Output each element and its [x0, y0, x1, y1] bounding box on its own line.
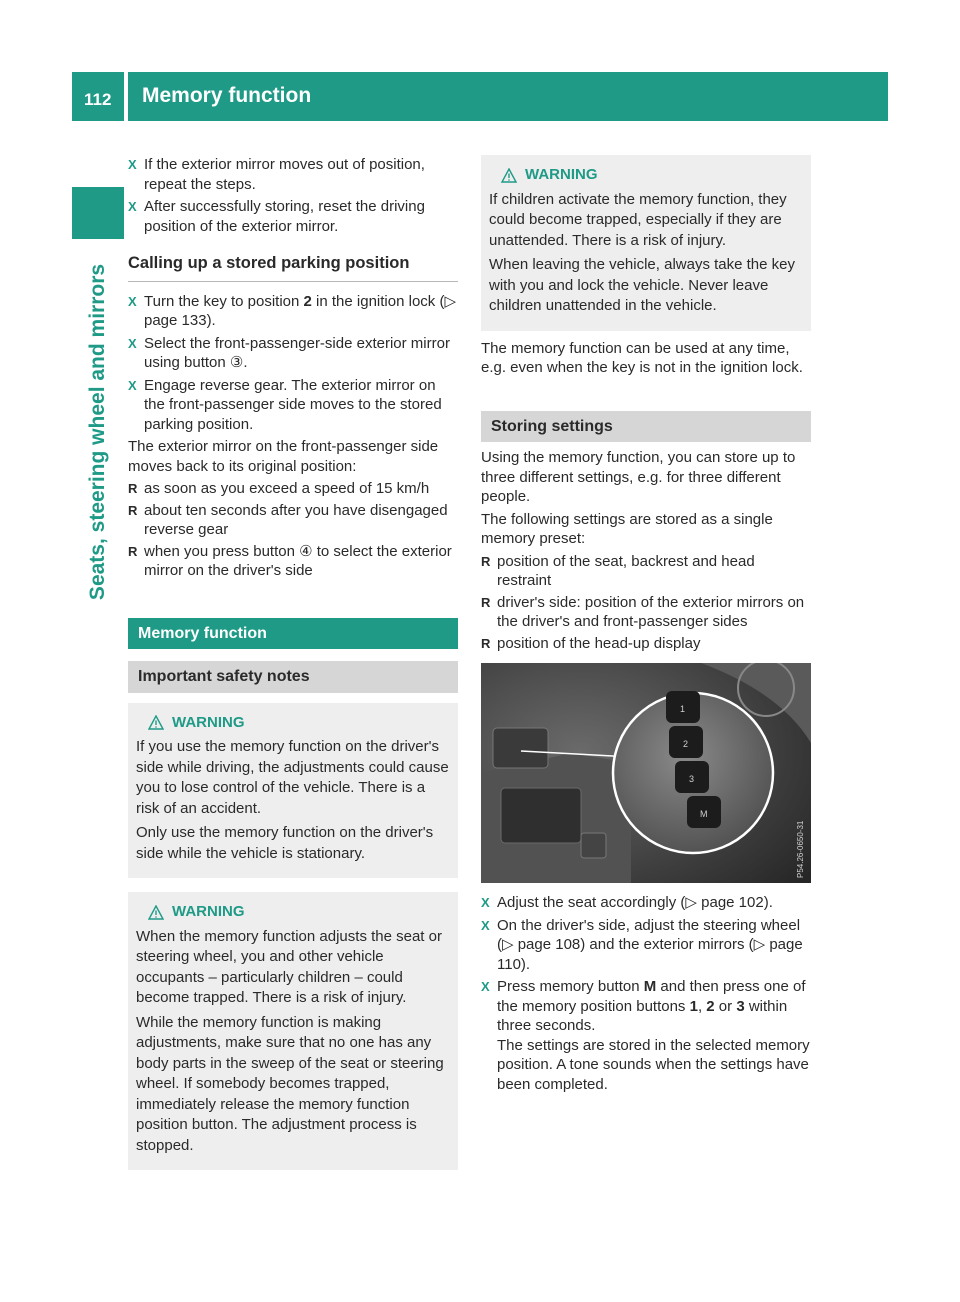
bullet-item: R as soon as you exceed a speed of 15 km/h	[128, 479, 458, 499]
page-number-box	[72, 72, 124, 121]
chapter-title: Seats, steering wheel and mirrors	[86, 263, 109, 601]
warning-title: WARNING	[148, 902, 450, 923]
step-item: X Adjust the seat accordingly (▷ page 102).	[481, 893, 811, 913]
calling-heading: Calling up a stored parking position	[128, 246, 458, 282]
subsection-heading: Important safety notes	[128, 661, 458, 693]
memory-button-2-label: 2	[683, 739, 689, 749]
step-item: X Select the front-passenger-side exterior mirror using button ③.	[128, 334, 458, 373]
warning-box	[128, 892, 458, 1170]
warning-title: WARNING	[501, 165, 803, 186]
step-text: Turn the key to position	[144, 292, 304, 310]
step-item: X After successfully storing, reset the driving position of the exterior mirror.	[128, 197, 458, 236]
memory-button-1-label: 1	[680, 704, 686, 714]
warning-text: If children activate the memory function, they could become trapped, especially if they are unattended. There is a risk of injury.	[489, 190, 787, 249]
memory-buttons-photo	[481, 663, 811, 883]
return-intro: The exterior mirror on the front-passenger side moves back to its original position:	[128, 438, 439, 475]
image-code: P54.26-0650-31	[796, 820, 805, 878]
bullet-item: R when you press button ④ to select the exterior mirror on the driver's side	[128, 542, 458, 581]
warning-triangle-icon	[148, 905, 164, 920]
warning-title: WARNING	[148, 713, 450, 734]
storing-following: The following settings are stored as a single memory preset:	[481, 510, 773, 547]
usage-text: The memory function can be used at any time, e.g. even when the key is not in the ignition lock.	[481, 339, 803, 376]
section-heading: Memory function	[128, 618, 458, 650]
warning-text: When the memory function adjusts the seat or steering wheel, you and other vehicle occupants – particularly children – could become trapped. There is a risk of injury.	[136, 927, 442, 1006]
storing-intro: Using the memory function, you can store up to three different settings, e.g. for three different people.	[481, 449, 796, 505]
warning-text: Only use the memory function on the driver's side while the vehicle is stationary.	[136, 824, 434, 862]
step-item	[128, 292, 458, 331]
step-text: in the ignition lock (▷ page 133).	[144, 292, 456, 329]
step-item: X If the exterior mirror moves out of position, repeat the steps.	[128, 155, 458, 194]
bullet-item: R position of the seat, backrest and head restraint	[481, 552, 811, 591]
page-title: Memory function	[142, 84, 312, 107]
page-number: 112	[84, 90, 112, 109]
step-item: X On the driver's side, adjust the steering wheel (▷ page 108) and the exterior mirrors (▷ page 110).	[481, 916, 811, 975]
bullet-item: R driver's side: position of the exterior mirrors on the driver's and front-passenger sides	[481, 593, 811, 632]
header-bar	[128, 72, 888, 121]
chapter-tab-marker	[72, 187, 124, 239]
warning-triangle-icon	[501, 168, 517, 183]
warning-text: If you use the memory function on the driver's side while driving, the adjustments could cause you to lose control of the vehicle. There is a risk of an accident.	[136, 738, 449, 817]
key-position: 2	[303, 292, 312, 310]
warning-box	[481, 155, 811, 331]
storing-heading: Storing settings	[481, 411, 811, 443]
bullet-item: R position of the head-up display	[481, 634, 811, 654]
step-item: X Engage reverse gear. The exterior mirror on the front-passenger side moves to the stored parking position.	[128, 376, 458, 435]
step-item: X Press memory button M and then press one of the memory position buttons 1, 2 or 3 within three seconds. The settings are stored in the selected memory position. A tone sounds when the settings have been completed.	[481, 977, 811, 1094]
bullet-item: R about ten seconds after you have disengaged reverse gear	[128, 501, 458, 540]
left-column	[128, 155, 458, 1170]
memory-button-3-label: 3	[689, 774, 695, 784]
warning-text: When leaving the vehicle, always take the key with you and lock the vehicle. Never leave children unattended in the vehicle.	[489, 256, 795, 314]
warning-text: While the memory function is making adjustments, make sure that no one has any body parts in the sweep of the seat or steering wheel. If somebody becomes trapped, immediately release the memory function position button. The adjustment process is stopped.	[136, 1013, 444, 1154]
door-panel-illustration	[481, 663, 811, 883]
warning-box	[128, 703, 458, 879]
memory-button-m-label: M	[700, 809, 708, 819]
warning-triangle-icon	[148, 715, 164, 730]
right-column	[481, 155, 811, 1097]
